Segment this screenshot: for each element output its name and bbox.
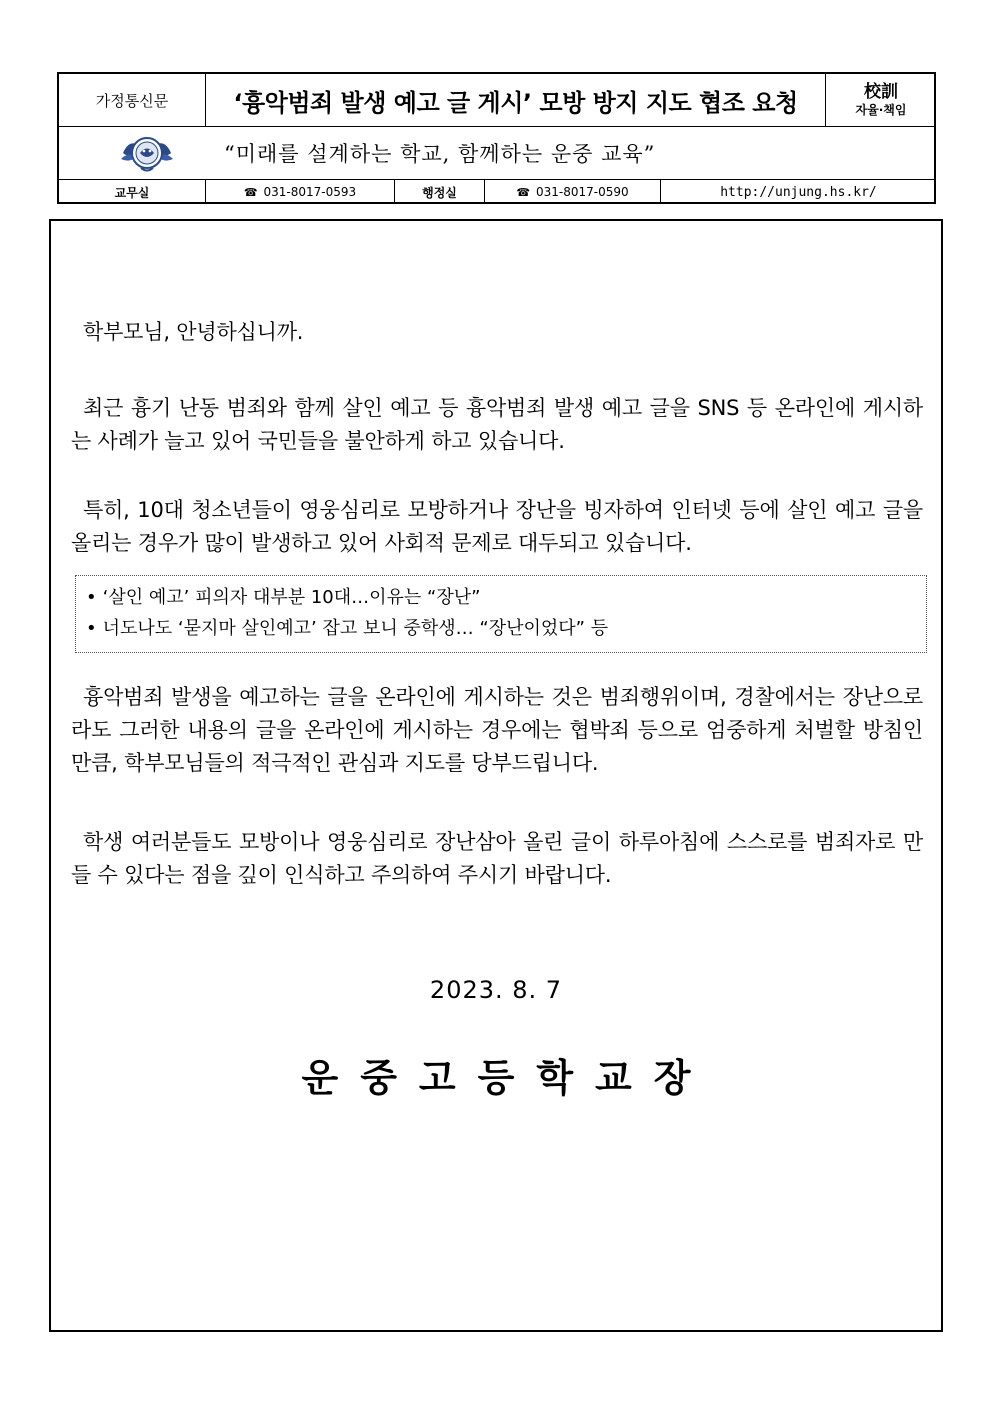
document-title: ‘흉악범죄 발생 예고 글 게시’ 모방 방지 지도 협조 요청: [206, 74, 826, 126]
office2-phone-cell: [485, 180, 661, 204]
paragraph-2: 특히, 10대 청소년들이 영웅심리로 모방하거나 장난을 빙자하여 인터넷 등에 살인 예고 글을 올리는 경우가 많이 발생하고 있어 사회적 문제로 대두되고 있습니다.: [71, 498, 923, 555]
phone-icon: ☎: [243, 185, 258, 199]
office1-label: 교무실: [59, 180, 206, 204]
letter-date: 2023. 8. 7: [429, 976, 563, 1004]
school-motto: [826, 74, 936, 126]
letterhead-table: [57, 72, 936, 204]
bullet-icon: •: [86, 618, 97, 639]
phone-icon: ☎: [516, 185, 531, 199]
office1-phone: 031-8017-0593: [263, 185, 357, 199]
letter-body: [49, 219, 943, 1332]
signatory: 운중고등학교장: [301, 1056, 713, 1100]
office2-phone: 031-8017-0590: [536, 185, 629, 199]
office2-label: 행정실: [395, 180, 485, 204]
letterhead-title-row: [59, 74, 934, 127]
document-type: 가정통신문: [59, 74, 206, 126]
school-website[interactable]: http://unjung.hs.kr/: [720, 184, 877, 200]
motto-heading: 校訓: [864, 82, 898, 102]
school-slogan: “미래를 설계하는 학교, 함께하는 운중 교육”: [224, 142, 656, 166]
office1-phone-cell: [206, 180, 395, 204]
letterhead-slogan-row: [59, 127, 934, 180]
motto-text: 자율·책임: [855, 103, 907, 117]
news-headline: • ‘살인 예고’ 피의자 대부분 10대…이유는 “장난”: [86, 587, 481, 608]
news-headline: • 너도나도 ‘묻지마 살인예고’ 잡고 보니 중학생… “장난이었다” 등: [86, 618, 609, 639]
paragraph-1: 최근 흉기 난동 범죄와 함께 살인 예고 등 흉악범죄 발생 예고 글을 SNS 등 온라인에 게시하는 사례가 늘고 있어 국민들을 불안하게 하고 있습니다.: [71, 396, 923, 453]
school-emblem-icon: [119, 131, 175, 175]
news-headlines-box: [75, 575, 927, 653]
letterhead-contact-row: [59, 180, 934, 204]
paragraph-4: 학생 여러분들도 모방이나 영웅심리로 장난삼아 올린 글이 하루아침에 스스로를 범죄자로 만들 수 있다는 점을 깊이 인식하고 주의하여 주시기 바랍니다.: [71, 830, 923, 887]
greeting: 학부모님, 안녕하십니까.: [83, 320, 304, 344]
paragraph-3: 흉악범죄 발생을 예고하는 글을 온라인에 게시하는 것은 범죄행위이며, 경찰에서는 장난으로라도 그러한 내용의 글을 온라인에 게시하는 경우에는 협박죄 등으로 엄중하게 처벌할 방침인 만큼, 학부모님들의 적극적인 관심과 지도를 당부드립니다.: [71, 685, 923, 775]
bullet-icon: •: [86, 587, 97, 608]
